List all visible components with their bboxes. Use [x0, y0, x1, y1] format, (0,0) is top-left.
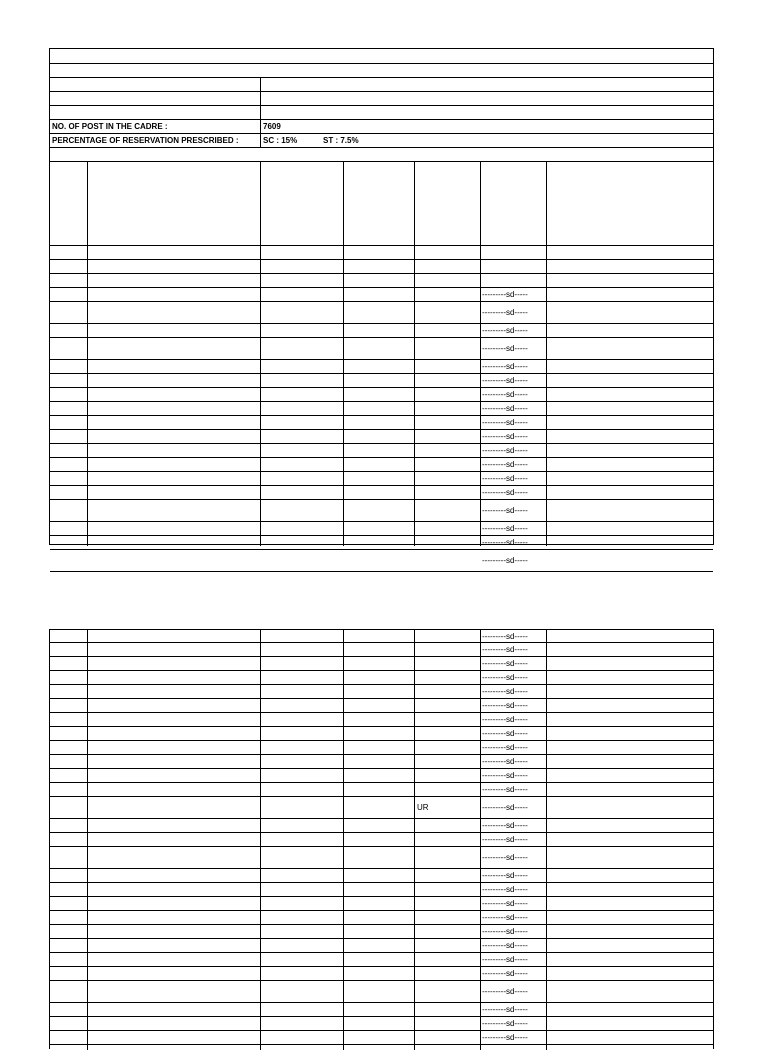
column-divider [546, 162, 547, 546]
table-row [50, 274, 713, 288]
table-row [50, 1017, 713, 1031]
signature-mark: ---------sd----- [482, 987, 528, 996]
signature-mark: ---------sd----- [482, 326, 528, 335]
signature-mark: ---------sd----- [482, 927, 528, 936]
column-divider [260, 162, 261, 546]
signature-mark: ---------sd----- [482, 524, 528, 533]
reservation-label: PERCENTAGE OF RESERVATION PRESCRIBED : [52, 136, 239, 145]
signature-mark: ---------sd----- [482, 1005, 528, 1014]
header-divider [260, 78, 261, 148]
table-row [50, 536, 713, 550]
table-row [50, 360, 713, 374]
table-row [50, 833, 713, 847]
table-row [50, 713, 713, 727]
table-row [50, 685, 713, 699]
header-row [50, 49, 713, 64]
table-row [50, 925, 713, 939]
table-row [50, 486, 713, 500]
column-divider [343, 630, 344, 1050]
posts-value: 7609 [263, 122, 281, 131]
table-row [50, 550, 713, 572]
table-row [50, 630, 713, 643]
signature-mark: ---------sd----- [482, 673, 528, 682]
signature-mark: ---------sd----- [482, 290, 528, 299]
header-row [50, 106, 713, 120]
column-divider [260, 630, 261, 1050]
table-row [50, 769, 713, 783]
table-row [50, 657, 713, 671]
table-row [50, 1003, 713, 1017]
signature-mark: ---------sd----- [482, 474, 528, 483]
table-row [50, 444, 713, 458]
signature-mark: ---------sd----- [482, 771, 528, 780]
signature-mark: ---------sd----- [482, 899, 528, 908]
table-row [50, 939, 713, 953]
table-row [50, 500, 713, 522]
signature-mark: ---------sd----- [482, 1019, 528, 1028]
signature-mark: ---------sd----- [482, 645, 528, 654]
table-row [50, 1031, 713, 1045]
column-divider [87, 162, 88, 546]
table-row [50, 338, 713, 360]
signature-mark: ---------sd----- [482, 308, 528, 317]
table-row [50, 260, 713, 274]
posts-label: NO. OF POST IN THE CADRE : [52, 122, 168, 131]
table-row [50, 699, 713, 713]
signature-mark: ---------sd----- [482, 538, 528, 547]
reservation-st: ST : 7.5% [323, 136, 359, 145]
signature-mark: ---------sd----- [482, 390, 528, 399]
table-row [50, 819, 713, 833]
table-row [50, 324, 713, 338]
column-header-row [50, 162, 713, 246]
signature-mark: ---------sd----- [482, 687, 528, 696]
table-row [50, 472, 713, 486]
table-row [50, 388, 713, 402]
table-row [50, 897, 713, 911]
signature-mark: ---------sd----- [482, 729, 528, 738]
table-row [50, 741, 713, 755]
column-divider [87, 630, 88, 1050]
signature-mark: ---------sd----- [482, 913, 528, 922]
column-divider [480, 162, 481, 546]
signature-mark: ---------sd----- [482, 821, 528, 830]
table-row [50, 755, 713, 769]
signature-mark: ---------sd----- [482, 344, 528, 353]
signature-mark: ---------sd----- [482, 835, 528, 844]
signature-mark: ---------sd----- [482, 885, 528, 894]
signature-mark: ---------sd----- [482, 969, 528, 978]
table-row [50, 847, 713, 869]
signature-mark: ---------sd----- [482, 757, 528, 766]
signature-mark: ---------sd----- [482, 362, 528, 371]
column-divider [480, 630, 481, 1050]
table-row [50, 302, 713, 324]
ur-label: UR [417, 803, 429, 812]
table-row [50, 911, 713, 925]
reservation-sc: SC : 15% [263, 136, 298, 145]
header-row [50, 78, 713, 92]
table-row [50, 869, 713, 883]
signature-mark: ---------sd----- [482, 659, 528, 668]
signature-mark: ---------sd----- [482, 460, 528, 469]
table-row [50, 288, 713, 302]
column-divider [546, 630, 547, 1050]
table-row [50, 643, 713, 657]
roster-table-top [49, 48, 714, 565]
table-row [50, 883, 713, 897]
signature-mark: ---------sd----- [482, 556, 528, 565]
signature-mark: ---------sd----- [482, 404, 528, 413]
signature-mark: ---------sd----- [482, 446, 528, 455]
column-divider [414, 630, 415, 1050]
table-row [50, 783, 713, 797]
signature-mark: ---------sd----- [482, 743, 528, 752]
table-row [50, 402, 713, 416]
signature-mark: ---------sd----- [482, 955, 528, 964]
column-divider [414, 162, 415, 546]
signature-mark: ---------sd----- [482, 853, 528, 862]
signature-mark: ---------sd----- [482, 1033, 528, 1042]
header-row [50, 148, 713, 162]
signature-mark: ---------sd----- [482, 506, 528, 515]
roster-table-bottom [49, 629, 714, 1049]
signature-mark: ---------sd----- [482, 632, 528, 641]
table-row [50, 458, 713, 472]
signature-mark: ---------sd----- [482, 803, 528, 812]
signature-mark: ---------sd----- [482, 941, 528, 950]
signature-mark: ---------sd----- [482, 701, 528, 710]
signature-mark: ---------sd----- [482, 488, 528, 497]
table-row [50, 430, 713, 444]
signature-mark: ---------sd----- [482, 432, 528, 441]
header-row [50, 92, 713, 106]
table-row [50, 967, 713, 981]
signature-mark: ---------sd----- [482, 376, 528, 385]
signature-mark: ---------sd----- [482, 418, 528, 427]
table-row [50, 797, 713, 819]
table-row [50, 953, 713, 967]
signature-mark: ---------sd----- [482, 715, 528, 724]
signature-mark: ---------sd----- [482, 871, 528, 880]
signature-mark: ---------sd----- [482, 785, 528, 794]
header-row [50, 64, 713, 78]
table-row [50, 246, 713, 260]
table-row [50, 727, 713, 741]
table-row [50, 671, 713, 685]
table-row [50, 981, 713, 1003]
table-row [50, 374, 713, 388]
table-row [50, 522, 713, 536]
table-row [50, 416, 713, 430]
column-divider [343, 162, 344, 546]
